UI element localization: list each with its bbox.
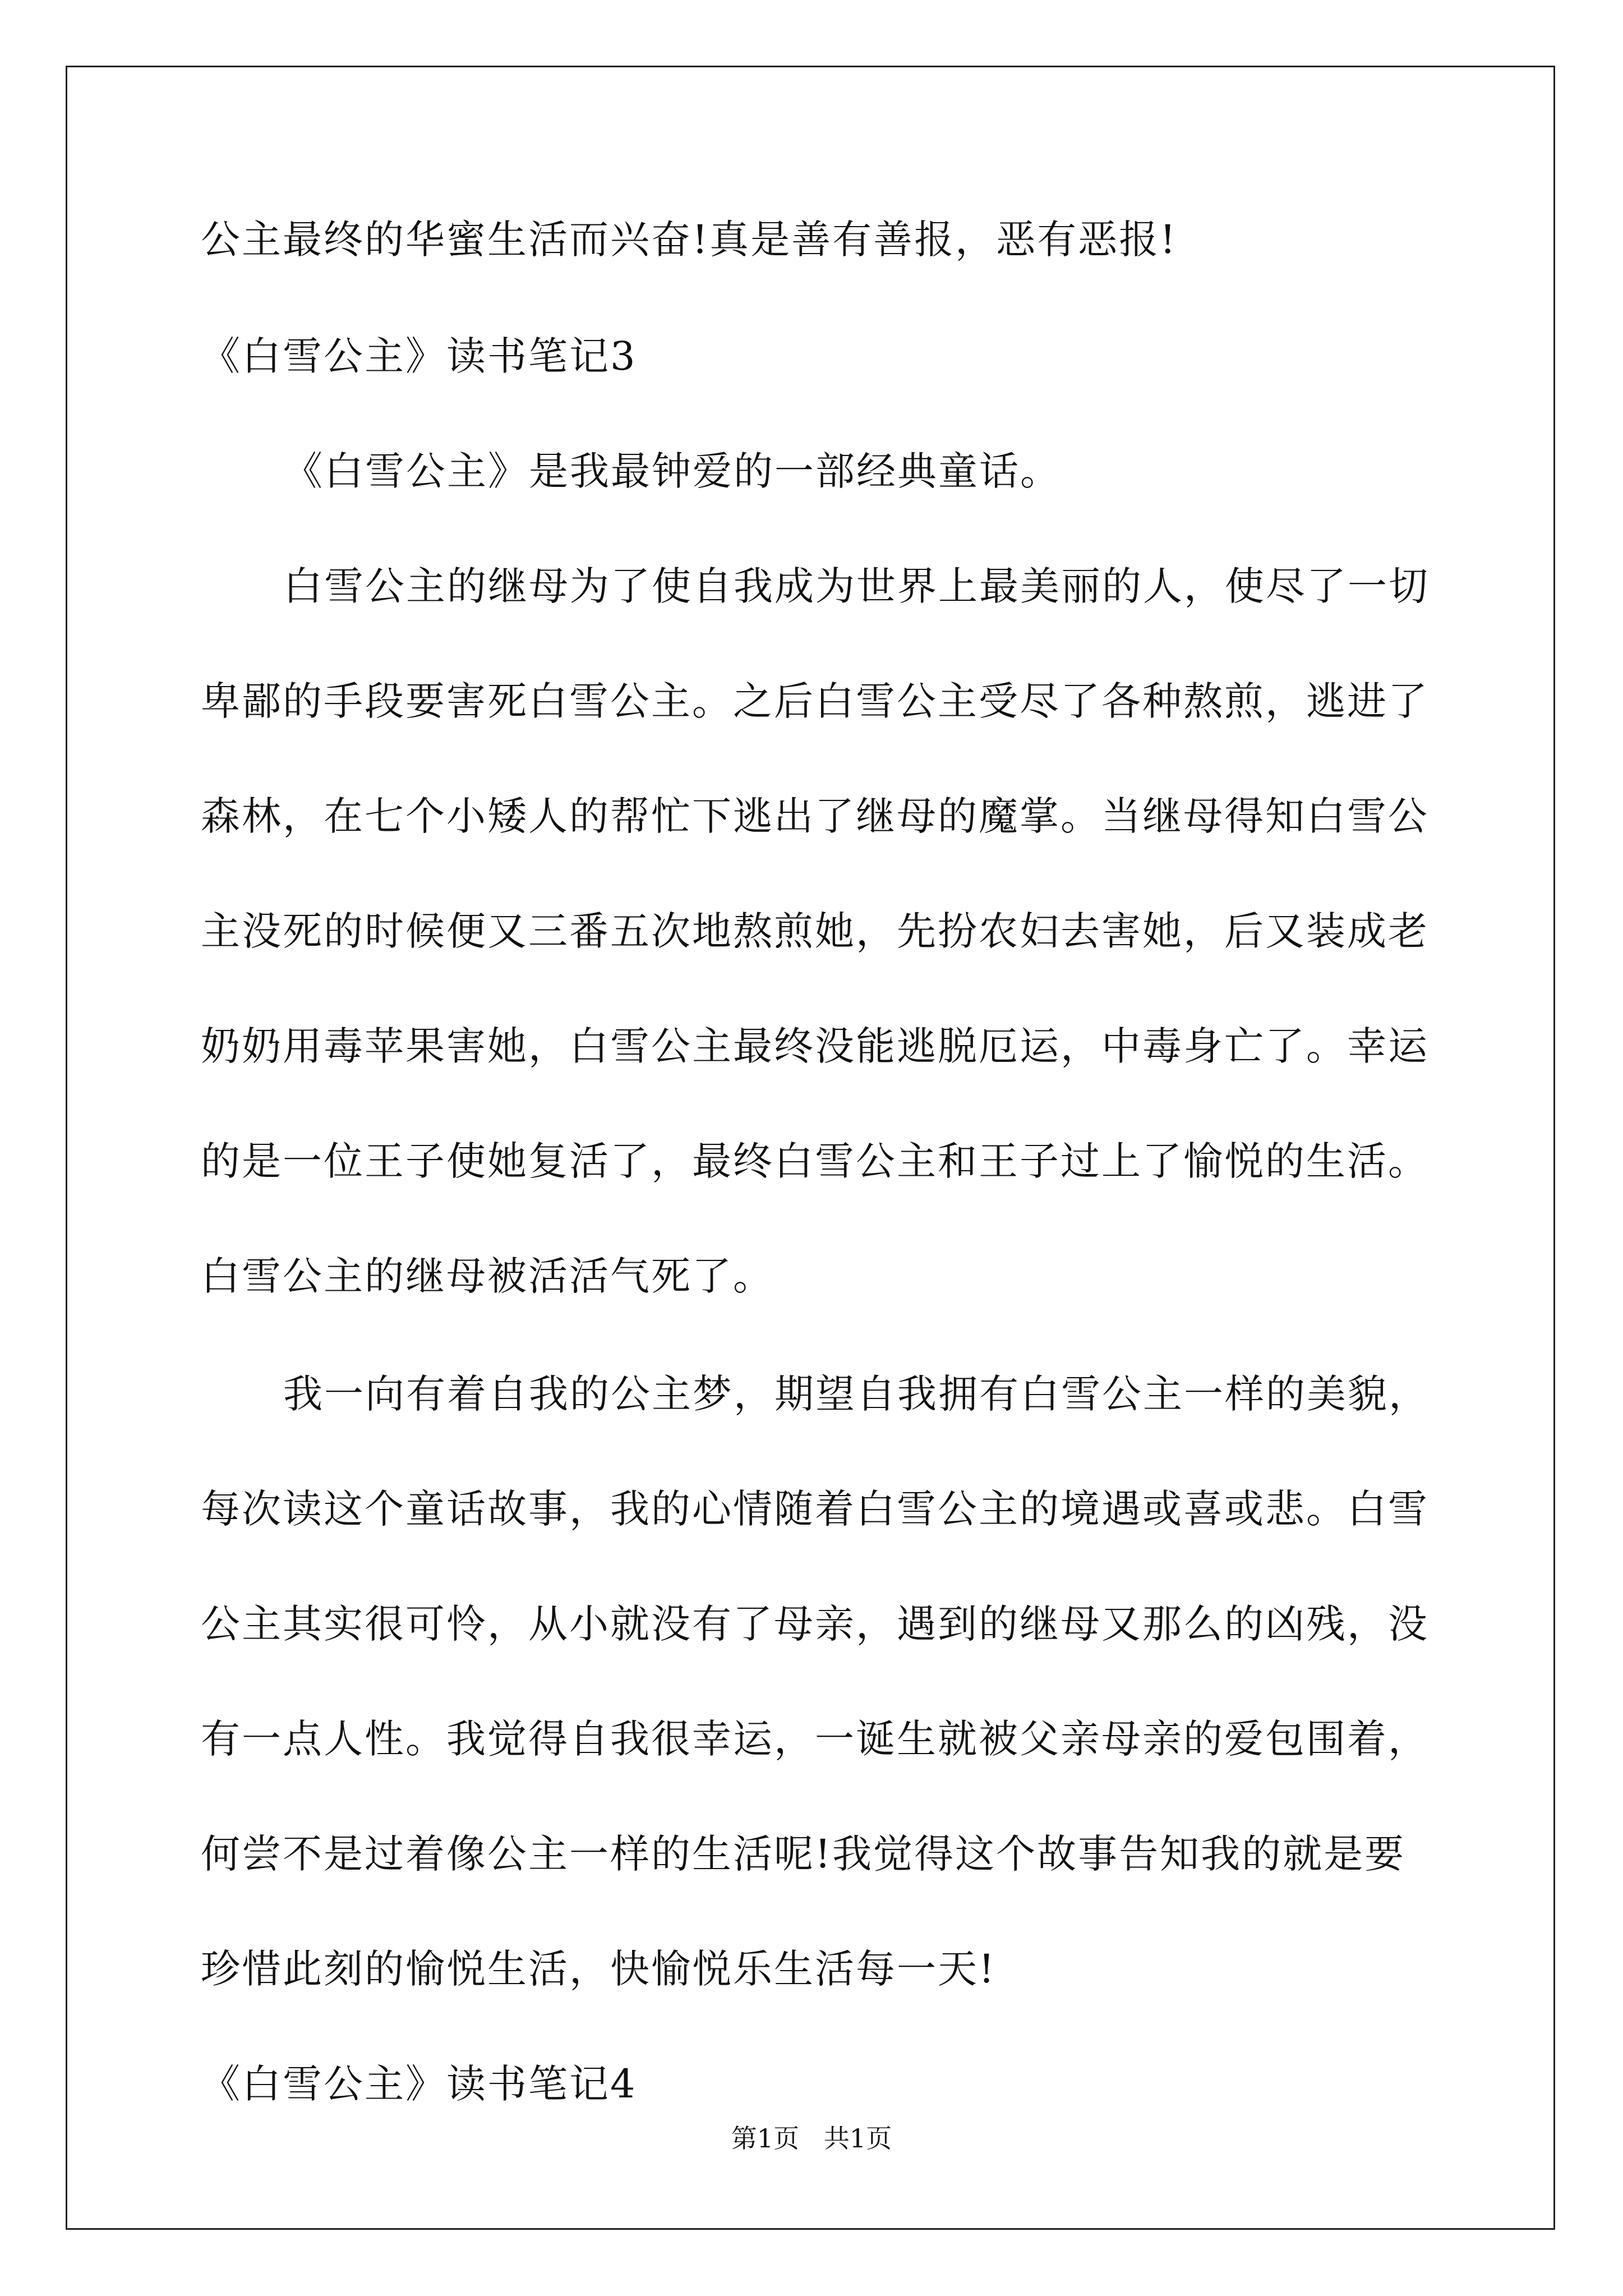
text-line: 每次读这个童话故事，我的心情随着白雪公主的境遇或喜或悲。白雪 <box>201 1486 1429 1532</box>
text-line: 奶奶用毒苹果害她，白雪公主最终没能逃脱厄运，中毒身亡了。幸运 <box>201 1023 1429 1069</box>
text-line: 珍惜此刻的愉悦生活，快愉悦乐生活每一天! <box>201 1946 997 1992</box>
text-line: 白雪公主的继母被活活气死了。 <box>201 1253 774 1299</box>
page-footer: 第1页 共1页 <box>731 2123 892 2154</box>
paragraph-first-line: 白雪公主的继母为了使自我成为世界上最美丽的人，使尽了一切 <box>283 563 1430 609</box>
paragraph-first-line: 《白雪公主》是我最钟爱的一部经典童话。 <box>283 448 1061 494</box>
text-line: 有一点人性。我觉得自我很幸运，一诞生就被父亲母亲的爱包围着， <box>201 1716 1429 1762</box>
text-line: 何尝不是过着像公主一样的生活呢!我觉得这个故事告知我的就是要 <box>201 1831 1406 1877</box>
text-line: 的是一位王子使她复活了，最终白雪公主和王子过上了愉悦的生活。 <box>201 1138 1429 1184</box>
text-line: 森林，在七个小矮人的帮忙下逃出了继母的魔掌。当继母得知白雪公 <box>201 793 1429 839</box>
text-line: 卑鄙的手段要害死白雪公主。之后白雪公主受尽了各种熬煎，逃进了 <box>201 678 1429 724</box>
text-line: 公主其实很可怜，从小就没有了母亲，遇到的继母又那么的凶残，没 <box>201 1601 1429 1647</box>
section-heading: 《白雪公主》读书笔记3 <box>201 333 637 379</box>
paragraph-first-line: 我一向有着自我的公主梦，期望自我拥有白雪公主一样的美貌， <box>283 1371 1430 1417</box>
text-line: 主没死的时候便又三番五次地熬煎她，先扮农妇去害她，后又装成老 <box>201 908 1429 954</box>
text-line: 公主最终的华蜜生活而兴奋!真是善有善报，恶有恶报! <box>201 217 1178 263</box>
section-heading: 《白雪公主》读书笔记4 <box>201 2061 637 2107</box>
